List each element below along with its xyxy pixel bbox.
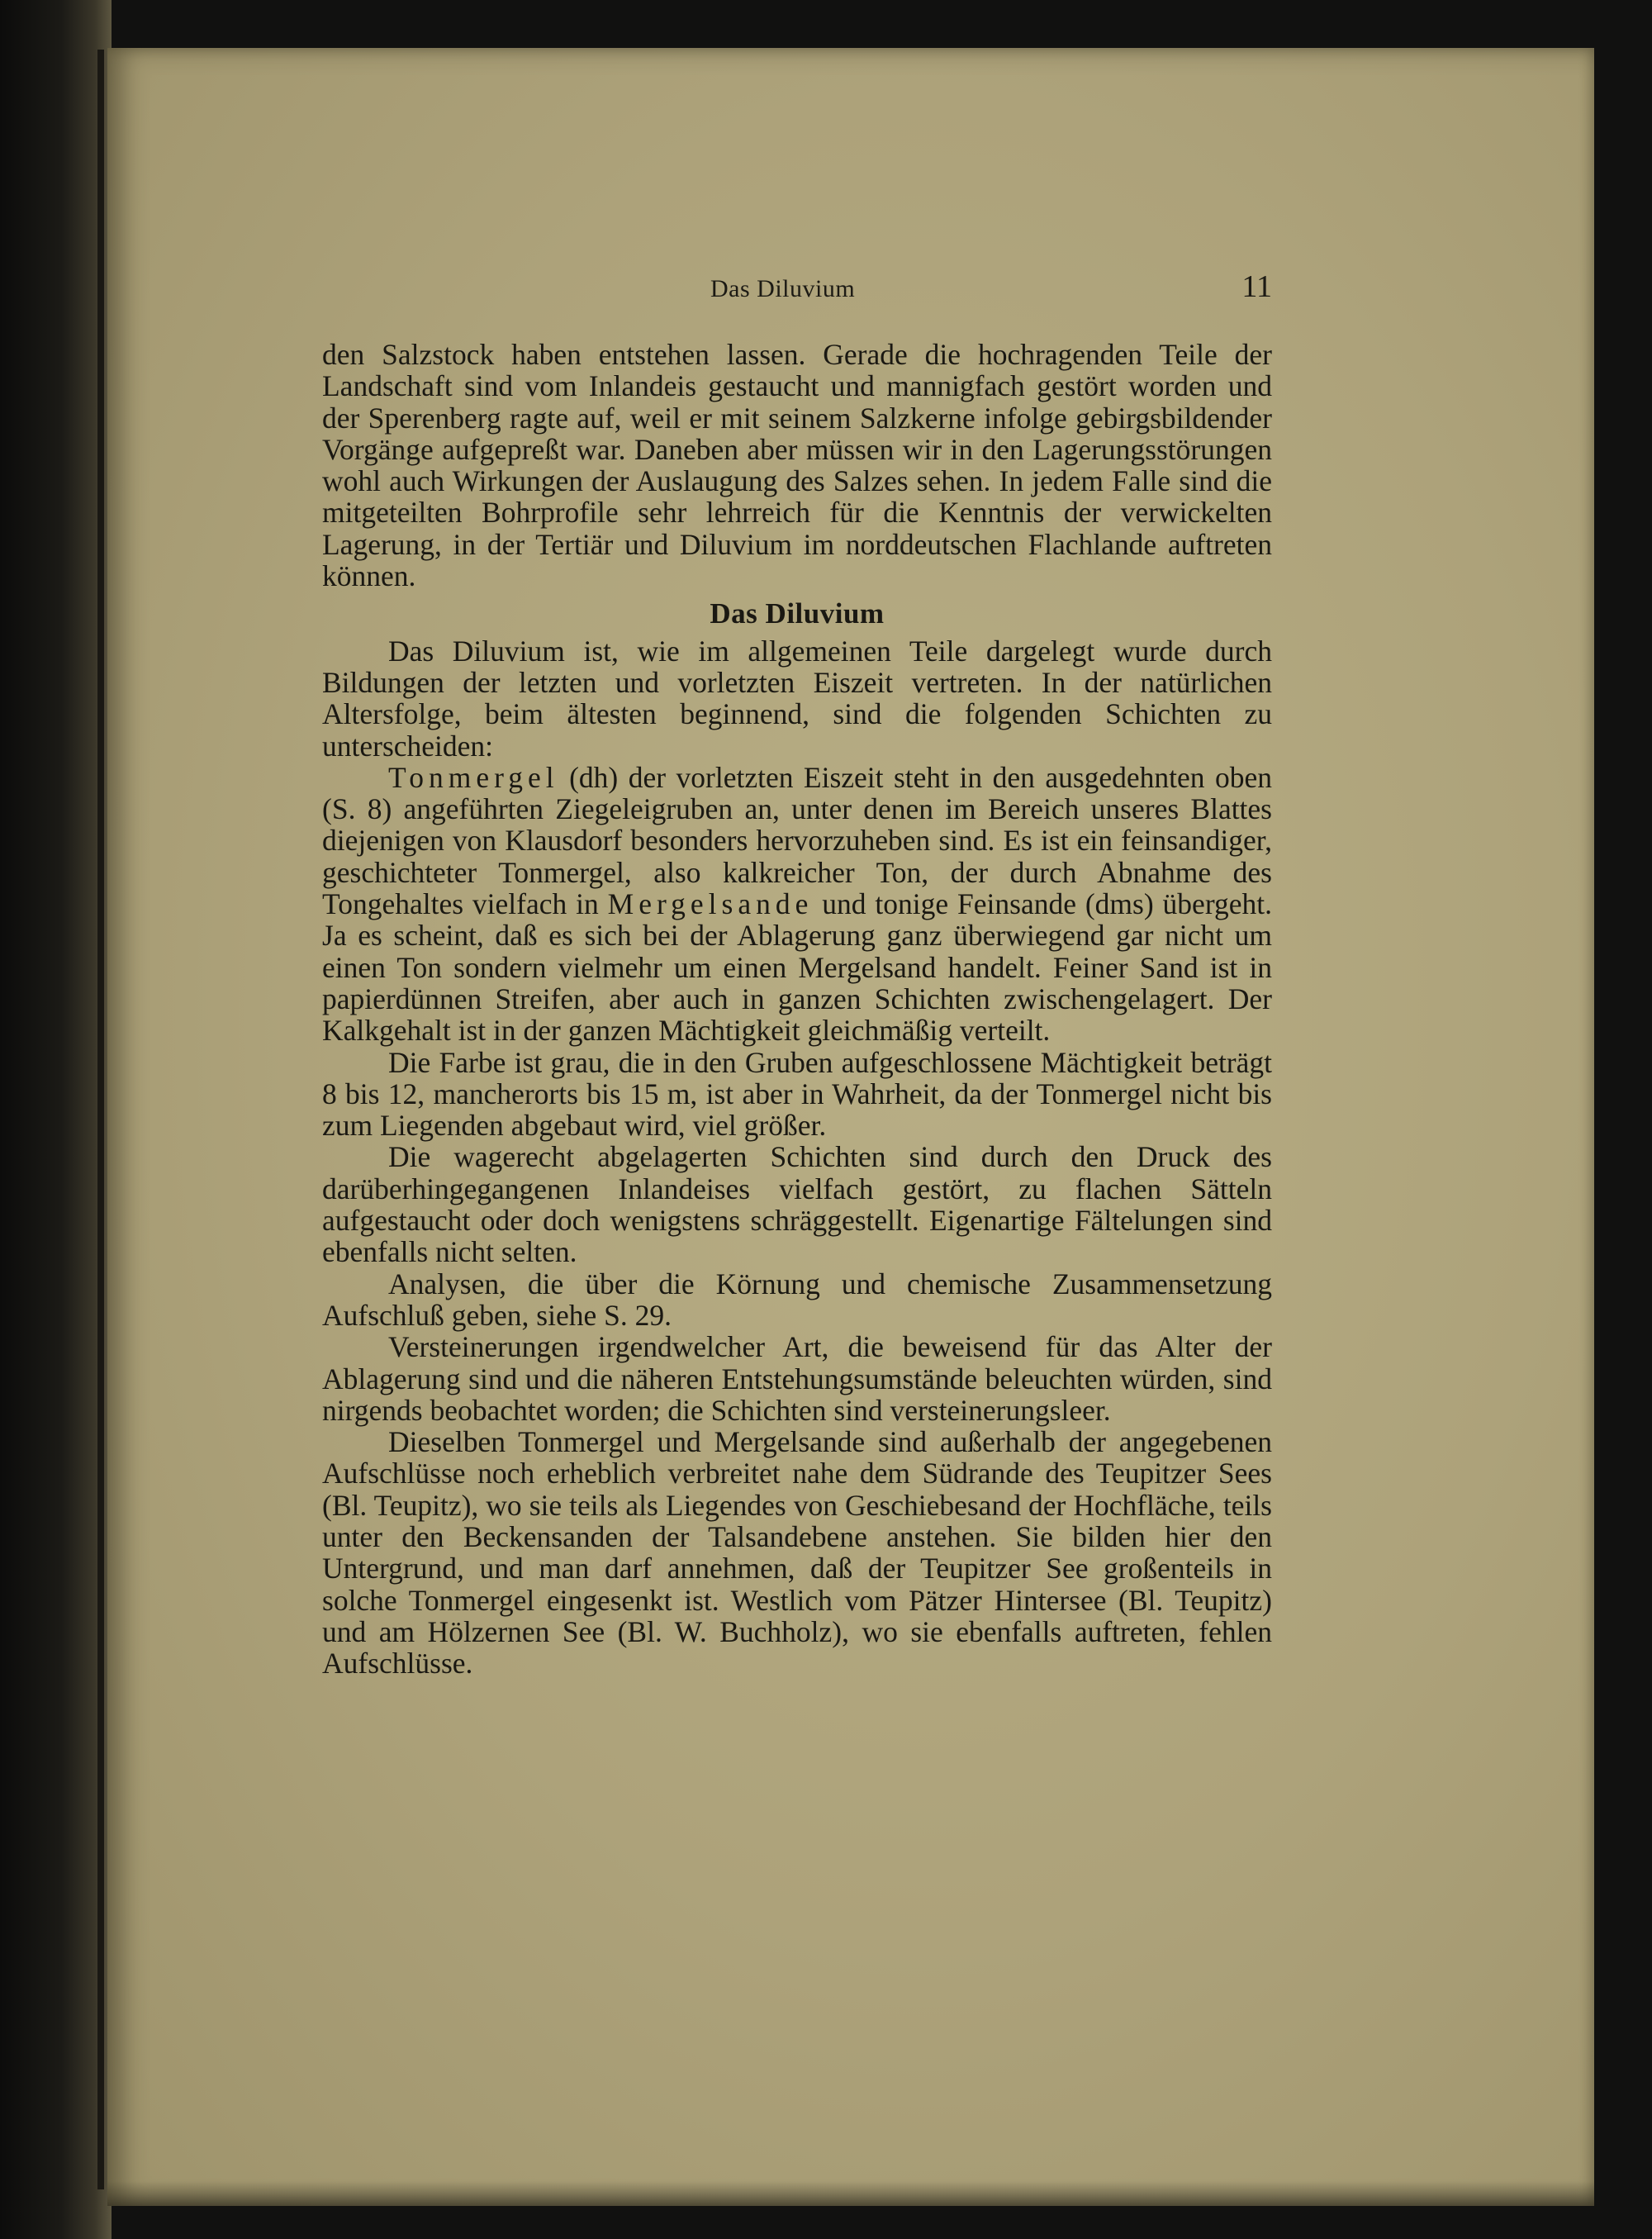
term-mergelsande: Mergelsande	[607, 887, 814, 921]
paragraph-analysen: Analysen, die über die Körnung und chemische Zusammensetzung Aufschluß geben, siehe S. 29.	[322, 1267, 1272, 1332]
paragraph-farbe: Die Farbe ist grau, die in den Gruben aufgeschlossene Mächtigkeit beträgt 8 bis 12, mancherorts bis 15 m, ist aber in Wahrheit, da der Tonmergel nicht bis zum Liegenden abgebaut wird, viel größer.	[322, 1045, 1272, 1143]
paragraph-tonmergel-text-a: (dh) der vorletzten Eiszeit steht in den ausgedehnten oben (S. 8) angeführten Ziegeleigruben an, unter denen im Bereich unseres Blattes diejenigen von Klausdorf besonders hervorzuheben sind. Es ist ein feinsandiger, geschichteter Tonmergel, also kalkreicher Ton, der durch Abnahme des Tongehaltes vielfach in	[322, 760, 1272, 921]
page-body	[322, 339, 1272, 1679]
page-bottom-shadow	[107, 2181, 1594, 2206]
running-title: Das Diluvium	[710, 275, 856, 302]
paragraph-intro: Das Diluvium ist, wie im allgemeinen Teile dargelegt wurde durch Bildungen der letzten und vorletzten Eiszeit vertreten. In der natürlichen Altersfolge, beim ältesten beginnend, sind die folgenden Schichten zu unterscheiden:	[322, 634, 1272, 763]
section-title: Das Diluvium	[710, 597, 885, 630]
paragraph-tonmergel-text-b: und tonige Feinsande (dms) übergeht. Ja es scheint, daß es sich bei der Ablagerung ganz überwiegend gar nicht um einen Ton sondern vielmehr um einen Mergelsand handelt. Feiner Sand ist in papierdünnen Streifen, aber auch in ganzen Schichten zwischengelagert. Der Kalkgehalt ist in der ganzen Mächtigkeit gleichmäßig verteilt.	[322, 887, 1272, 1048]
term-tonmergel: Tonmergel	[388, 760, 559, 794]
paragraph-versteinerungen: Versteinerungen irgendwelcher Art, die beweisend für das Alter der Ablagerung sind und die näheren Entstehungsumstände beleuchten würden, sind nirgends beobachtet worden; die Schichten sind versteinerungsleer.	[322, 1330, 1272, 1427]
paragraph-schichten: Die wagerecht abgelagerten Schichten sind durch den Druck des darüberhingegangenen Inlandeises vielfach gestört, zu flachen Sätteln aufgestaucht oder doch wenigstens schräggestellt. Eigenartige Fältelungen sind ebenfalls nicht selten.	[322, 1140, 1272, 1269]
paragraph-verbreitung: Dieselben Tonmergel und Mergelsande sind außerhalb der angegebenen Aufschlüsse noch erheblich verbreitet nahe dem Südrande des Teupitzer Sees (Bl. Teupitz), wo sie teils als Liegendes von Geschiebesand der Hochfläche, teils unter den Beckensanden der Talsandebene anstehen. Sie bilden hier den Untergrund, und man darf annehmen, daß der Teupitzer See großenteils in solche Tonmergel eingesenkt ist. Westlich vom Pätzer Hintersee (Bl. Teupitz) und am Hölzernen See (Bl. W. Buchholz), wo sie ebenfalls auftreten, fehlen Aufschlüsse.	[322, 1425, 1272, 1680]
paragraph-continuation: den Salzstock haben entstehen lassen. Gerade die hochragenden Teile der Landschaft sind vom Inlandeis gestaucht und mannigfach gestört worden und der Sperenberg ragte auf, weil er mit seinem Salzkerne infolge gebirgsbildender Vorgänge aufgepreßt war. Daneben aber müssen wir in den Lagerungsstörungen wohl auch Wirkungen der Auslaugung des Salzes sehen. In jedem Falle sind die mitgeteilten Bohrprofile sehr lehrreich für die Kenntnis der verwickelten Lagerung, in der Tertiär und Diluvium im norddeutschen Flachlande auftreten können.	[322, 338, 1272, 593]
spine-binding-line	[97, 50, 104, 2189]
page-number: 11	[1241, 269, 1272, 304]
book-spine	[0, 0, 112, 2239]
paragraph-tonmergel	[322, 762, 1272, 1047]
page-header	[322, 269, 1272, 318]
